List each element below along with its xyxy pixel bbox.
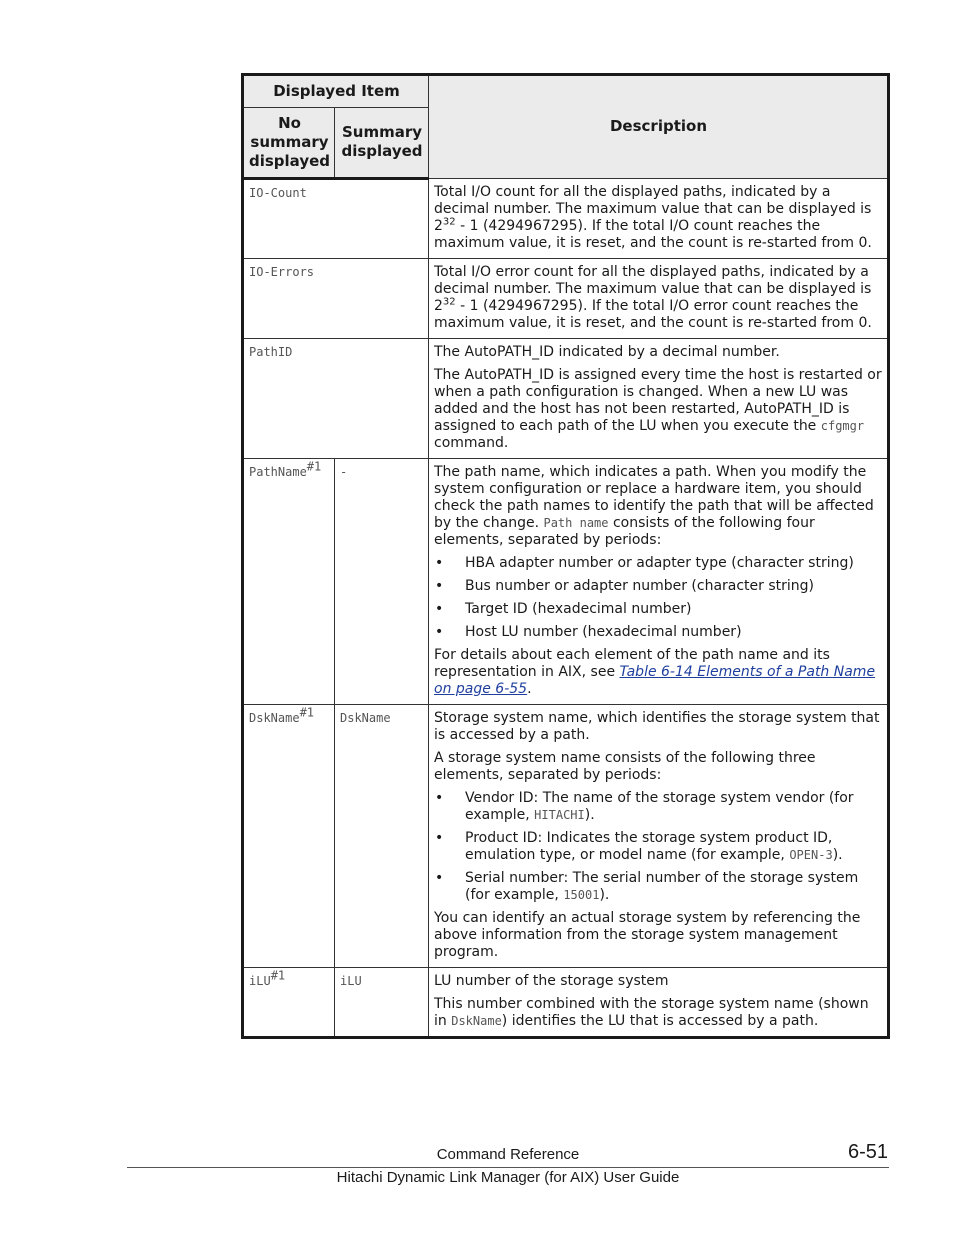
summary-value: iLU (340, 974, 362, 988)
exponent: 32 (442, 296, 456, 308)
description-cell (429, 968, 889, 1038)
description-part: Serial number: The serial number of the storage system (for example, (465, 870, 859, 903)
footnote-ref: #1 (270, 968, 286, 983)
item-cell (243, 179, 429, 259)
list-item (434, 870, 883, 904)
description-cell (429, 179, 889, 259)
inline-code: cfgmgr (820, 419, 865, 433)
table-reference-link[interactable]: Table 6-14 Elements of a Path Name on page 6-55 (434, 664, 876, 697)
table-row (243, 259, 889, 339)
table-row (243, 459, 889, 705)
description-part: For details about each element of the path name and its representation in AIX, see (434, 647, 830, 680)
footer-book-title: Hitachi Dynamic Link Manager (for AIX) User Guide (336, 1169, 680, 1186)
list-item: • Bus number or adapter number (character string) (434, 578, 883, 595)
bullet-list (434, 790, 883, 904)
description-text: A storage system name consists of the following three elements, separated by periods: (434, 750, 816, 783)
summary-cell (335, 459, 429, 705)
item-name: DskName (249, 711, 300, 725)
description-text (434, 996, 883, 1030)
description-part: Total I/O error count for all the displayed paths, indicated by a decimal number. The maximum value that can be displayed is 2 (434, 264, 872, 314)
description-part: ) identifies the LU that is accessed by a path. (501, 1013, 819, 1029)
description-part: Product ID: Indicates the storage system product ID, emulation type, or model name (for example, (465, 830, 833, 863)
description-cell (429, 459, 889, 705)
summary-cell (335, 705, 429, 968)
footer-divider (127, 1167, 889, 1168)
header-summary: Summary displayed (335, 108, 429, 179)
item-cell (243, 968, 335, 1038)
description-text (434, 367, 883, 452)
description-text: The AutoPATH_ID indicated by a decimal number. (434, 344, 780, 360)
header-displayed-item: Displayed Item (243, 75, 429, 108)
table-header-row (243, 75, 889, 108)
item-cell (243, 459, 335, 705)
item-name: PathName (249, 465, 307, 479)
item-cell (243, 259, 429, 339)
displayed-items-table (241, 73, 890, 1039)
description-part: This number combined with the storage system name (shown in (434, 996, 869, 1029)
description-text (434, 647, 883, 698)
item-name: PathID (249, 345, 293, 359)
description-text (434, 264, 883, 332)
description-text: Storage system name, which identifies the storage system that is accessed by a path. (434, 710, 880, 743)
description-part: ). (599, 887, 610, 903)
list-item: • HBA adapter number or adapter type (character string) (434, 555, 883, 572)
description-cell (429, 259, 889, 339)
description-text (434, 184, 883, 252)
item-name: IO-Errors (249, 265, 315, 279)
inline-code: DskName (451, 1014, 502, 1028)
description-part: consists of the following four elements, separated by periods: (434, 515, 815, 548)
description-cell (429, 339, 889, 459)
summary-value: DskName (340, 711, 391, 725)
description-part: The path name, which indicates a path. When you modify the system configuration or replace a hardware item, you should check the path names to identify the path that will be affected by the change. (434, 464, 874, 531)
description-part: The AutoPATH_ID is assigned every time the host is restarted or when a path configuration is changed. When a new LU was added and the host has not been restarted, AutoPATH_ID is assigned to each path of the LU when you execute the (434, 367, 882, 434)
bullet-list (434, 555, 883, 641)
description-text: LU number of the storage system (434, 973, 669, 989)
table-row (243, 968, 889, 1038)
exponent: 32 (442, 216, 456, 228)
description-cell (429, 705, 889, 968)
description-part: - 1 (4294967295). If the total I/O count reaches the maximum value, it is reset, and the count is re-started from 0. (434, 218, 872, 251)
description-text (434, 464, 883, 549)
inline-code: Path name (543, 516, 609, 530)
header-no-summary: No summary displayed (243, 108, 335, 179)
header-description: Description (429, 75, 889, 179)
footnote-ref: #1 (306, 459, 322, 474)
item-cell (243, 339, 429, 459)
description-part: . (527, 681, 532, 697)
description-text: You can identify an actual storage system by referencing the above information from the storage system management program. (434, 910, 861, 960)
summary-cell (335, 968, 429, 1038)
footer-section-title: Command Reference (436, 1146, 580, 1163)
list-item (434, 790, 883, 824)
summary-value: - (340, 465, 348, 479)
inline-code: 15001 (563, 888, 600, 902)
item-name: IO-Count (249, 186, 307, 200)
table-row (243, 179, 889, 259)
item-cell (243, 705, 335, 968)
page-number: 6-51 (847, 1141, 888, 1163)
table-row (243, 339, 889, 459)
description-part: command. (434, 435, 509, 451)
description-part: ). (584, 807, 595, 823)
inline-code: HITACHI (534, 808, 585, 822)
list-item: • Target ID (hexadecimal number) (434, 601, 883, 618)
item-name: iLU (249, 974, 271, 988)
footnote-ref: #1 (299, 705, 315, 720)
description-part: Total I/O count for all the displayed paths, indicated by a decimal number. The maximum value that can be displayed is 2 (434, 184, 872, 234)
list-item (434, 830, 883, 864)
table-row (243, 705, 889, 968)
description-part: - 1 (4294967295). If the total I/O error count reaches the maximum value, it is reset, and the count is re-started from 0. (434, 298, 872, 331)
description-part: ). (832, 847, 843, 863)
list-item: • Host LU number (hexadecimal number) (434, 624, 883, 641)
inline-code: OPEN-3 (789, 848, 833, 862)
description-part: Vendor ID: The name of the storage system vendor (for example, (465, 790, 854, 823)
